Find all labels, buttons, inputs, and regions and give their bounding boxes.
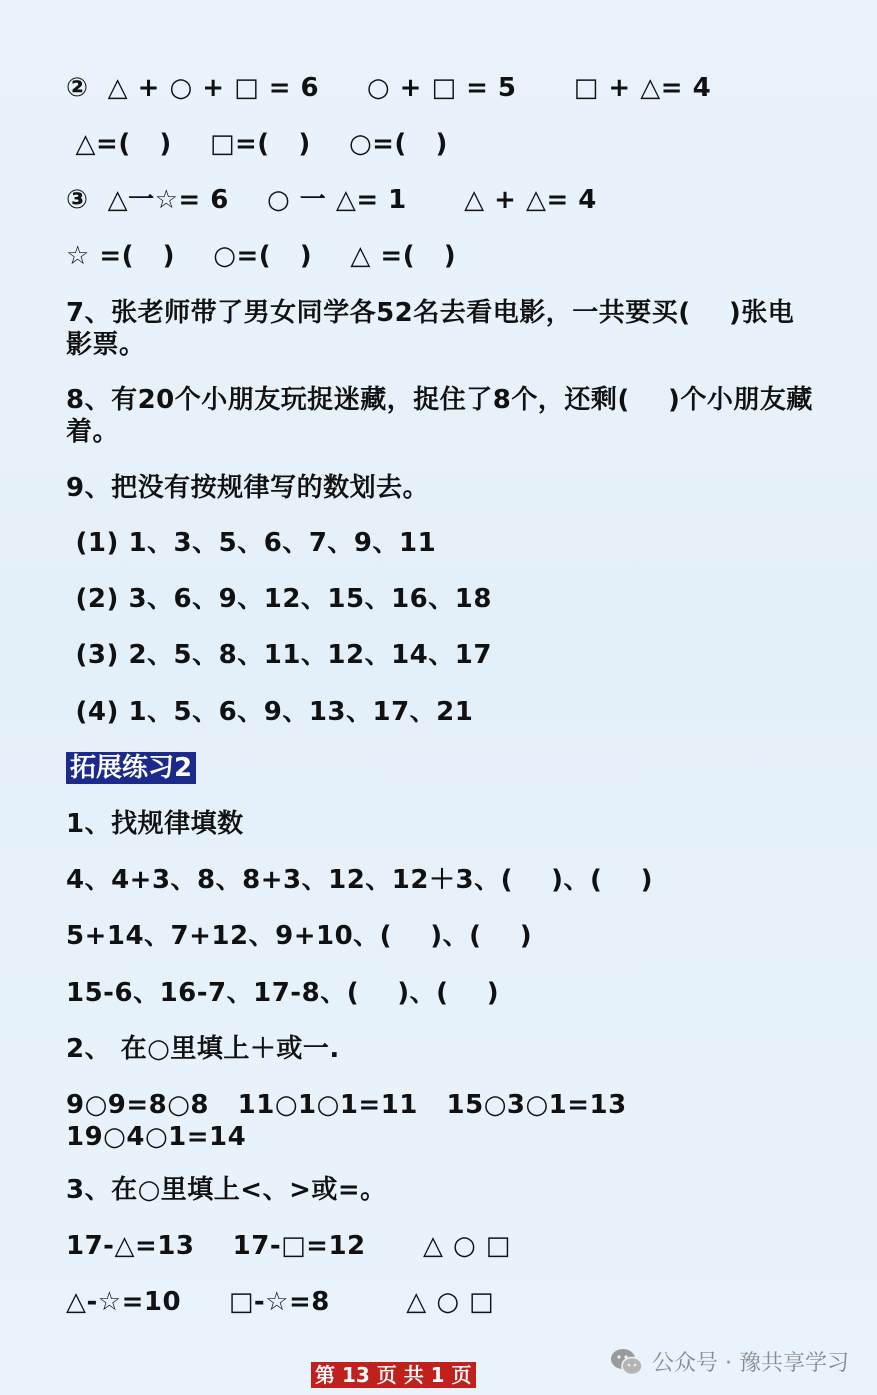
comparison-row-2: △-☆=10 □-☆=8 △ ○ □	[66, 1287, 495, 1317]
question-9: 9、把没有按规律写的数划去。	[66, 473, 430, 503]
sequence-4: (4) 1、5、6、9、13、17、21	[66, 697, 474, 727]
wechat-icon	[610, 1347, 644, 1377]
question-8: 8、有20个小朋友玩捉迷藏，捉住了8个，还剩( )个小朋友藏着。	[66, 385, 813, 447]
problem-3-answers: ☆ =( ) ○=( ) △ =( )	[66, 241, 457, 271]
problem-3-equations: ③ △一☆= 6 ○ 一 △= 1 △ + △= 4	[66, 185, 597, 215]
page-number-badge: 第 13 页 共 1 页	[311, 1362, 476, 1388]
sequence-1: (1) 1、3、5、6、7、9、11	[66, 528, 437, 558]
exercise-2-equations: 9○9=8○8 11○1○1=11 15○3○1=13 19○4○1=14	[66, 1090, 656, 1152]
sequence-2: (2) 3、6、9、12、15、16、18	[66, 584, 492, 614]
problem-2-answers: △=( ) □=( ) ○=( )	[66, 129, 448, 159]
exercise-1-title: 1、找规律填数	[66, 809, 244, 839]
pattern-row-1: 4、4+3、8、8+3、12、12＋3、( )、( )	[66, 865, 654, 895]
sequence-3: (3) 2、5、8、11、12、14、17	[66, 640, 492, 670]
section-title-badge: 拓展练习2	[66, 752, 196, 784]
exercise-2-title: 2、 在○里填上＋或一.	[66, 1034, 340, 1064]
pattern-row-2: 5+14、7+12、9+10、( )、( )	[66, 921, 533, 951]
exercise-3-title: 3、在○里填上<、>或=。	[66, 1175, 387, 1205]
watermark-text: 公众号 · 豫共享学习	[652, 1351, 849, 1376]
problem-2-equations: ② △ + ○ + □ = 6 ○ + □ = 5 □ + △= 4	[66, 73, 712, 103]
pattern-row-3: 15-6、16-7、17-8、( )、( )	[66, 978, 500, 1008]
question-7: 7、张老师带了男女同学各52名去看电影，一共要买( )张电影票。	[66, 298, 795, 360]
comparison-row-1: 17-△=13 17-□=12 △ ○ □	[66, 1231, 511, 1261]
watermark	[610, 1346, 849, 1377]
